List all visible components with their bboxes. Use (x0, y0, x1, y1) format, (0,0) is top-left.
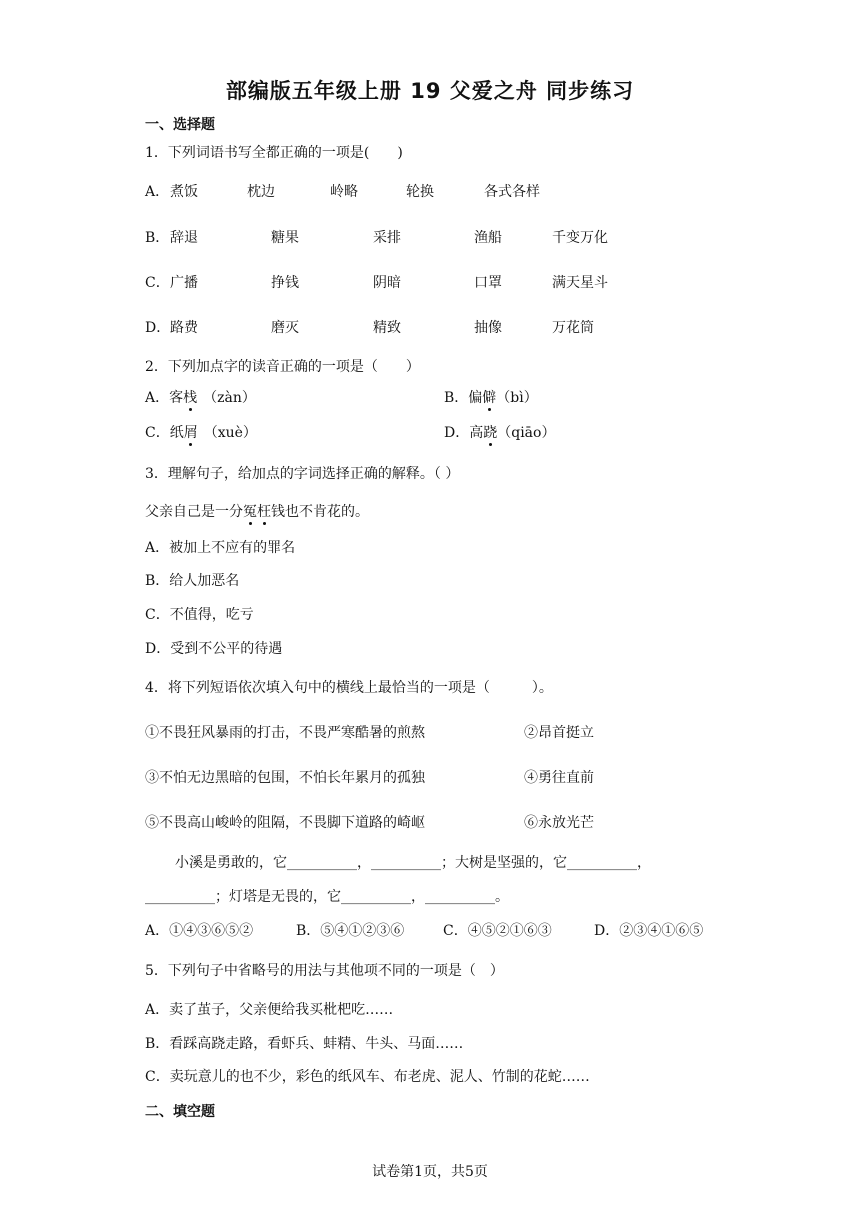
section-heading-choice: 一、选择题 (145, 117, 215, 133)
q1-option-b-word: 渔船 (474, 230, 502, 246)
q1-option-d-word: 抽像 (474, 320, 502, 336)
q1-option-b-word: 辞退 (170, 230, 198, 246)
q2-option-d (444, 422, 555, 442)
q4-phrase-2: ②昂首挺立 (524, 725, 594, 741)
question-3-stem: 3．理解句子，给加点的字词选择正确的解释。（ ） (145, 466, 460, 482)
q5-option-a: A．卖了茧子，父亲便给我买枇杷吃…… (145, 1002, 394, 1018)
q1-option-d-word: 路费 (170, 320, 198, 336)
q4-phrase-5: ⑤不畏高山峻岭的阻隔，不畏脚下道路的崎岖 (145, 815, 425, 831)
q1-option-c-word: 挣钱 (271, 275, 299, 291)
q2-option-a-char: 客 (169, 390, 184, 406)
q1-option-a-word: 各式各样 (484, 184, 540, 200)
q1-option-b-word: 千变万化 (552, 230, 608, 246)
page-footer: 试卷第1页，共5页 (372, 1164, 488, 1180)
q1-option-b-label: B． (145, 230, 170, 246)
q4-phrase-6: ⑥永放光芒 (524, 815, 594, 831)
question-5-stem: 5．下列句子中省略号的用法与其他项不同的一项是（ ） (145, 963, 504, 979)
q3-sentence-post: 钱也不肯花的。 (271, 504, 369, 520)
q4-option-c: C．④⑤②①⑥③ (443, 923, 552, 939)
q2-option-d-pinyin: （qiāo） (497, 425, 556, 441)
q2-option-c (145, 422, 257, 442)
q2-option-b-label: B． (444, 390, 469, 406)
q4-phrase-1: ①不畏狂风暴雨的打击，不畏严寒酷暑的煎熬 (145, 725, 425, 741)
q1-option-c-word: 满天星斗 (552, 275, 608, 291)
q1-option-b-word: 采排 (373, 230, 401, 246)
q4-option-a: A．①④③⑥⑤② (145, 923, 254, 939)
q1-option-c-label: C． (145, 275, 170, 291)
q1-option-d-word: 万花筒 (552, 320, 594, 336)
q1-option-d-label: D． (145, 320, 171, 336)
q1-option-c-word: 广播 (170, 275, 198, 291)
q3-option-d: D．受到不公平的待遇 (145, 641, 283, 657)
q2-option-a (145, 387, 256, 407)
q2-option-a-pinyin: （zàn） (203, 390, 256, 406)
q1-option-a-label: A． (145, 184, 170, 200)
q3-option-c: C．不值得，吃亏 (145, 607, 254, 623)
q2-option-c-dotted-char: 屑 (184, 422, 198, 442)
q2-option-b (444, 387, 538, 407)
q1-option-d-word: 磨灭 (271, 320, 299, 336)
q4-phrase-4: ④勇往直前 (524, 770, 594, 786)
q2-option-c-label: C． (145, 425, 170, 441)
section-heading-fill: 二、填空题 (145, 1104, 215, 1120)
q4-fill-sentence-line-1: 小溪是勇敢的，它__________，__________；大树是坚强的，它__________， (175, 855, 651, 871)
q1-option-a-word: 岭略 (330, 184, 358, 200)
q4-phrase-3: ③不怕无边黑暗的包围，不怕长年累月的孤独 (145, 770, 425, 786)
page-title: 部编版五年级上册 19 父爱之舟 同步练习 (225, 79, 635, 103)
q1-option-a-word: 枕边 (247, 184, 275, 200)
q3-sentence-pre: 父亲自己是一分 (145, 504, 243, 520)
q3-dotted-char-2: 枉 (257, 501, 271, 521)
question-1-stem: 1．下列词语书写全都正确的一项是( ) (145, 145, 403, 161)
q1-option-b-word: 糖果 (271, 230, 299, 246)
q2-option-b-pinyin: （bì） (496, 390, 538, 406)
question-2-stem: 2．下列加点字的读音正确的一项是（ ） (145, 359, 420, 375)
q2-option-d-label: D． (444, 425, 470, 441)
q2-option-b-dotted-char: 僻 (482, 387, 496, 407)
question-3-sentence (145, 501, 369, 521)
q4-fill-sentence-line-2: __________；灯塔是无畏的，它__________，__________。 (145, 889, 509, 905)
q2-option-c-pinyin: （xuè） (203, 425, 257, 441)
q3-option-b: B．给人加恶名 (145, 573, 240, 589)
q2-option-b-char: 偏 (468, 390, 483, 406)
q1-option-a-word: 轮换 (406, 184, 434, 200)
q2-option-a-label: A． (145, 390, 170, 406)
q2-option-d-char: 高 (469, 425, 484, 441)
q1-option-d-word: 精致 (373, 320, 401, 336)
q3-option-a: A．被加上不应有的罪名 (145, 540, 296, 556)
q1-option-a-word: 煮饭 (170, 184, 198, 200)
q2-option-d-dotted-char: 跷 (483, 422, 497, 442)
question-4-stem: 4．将下列短语依次填入句中的横线上最恰当的一项是（ ）。 (145, 680, 553, 696)
q5-option-c: C．卖玩意儿的也不少，彩色的纸风车、布老虎、泥人、竹制的花蛇…… (145, 1069, 590, 1085)
q4-option-d: D．②③④①⑥⑤ (594, 923, 704, 939)
q4-option-b: B．⑤④①②③⑥ (296, 923, 405, 939)
q2-option-a-dotted-char: 栈 (183, 387, 197, 407)
q2-option-c-char: 纸 (169, 425, 184, 441)
q1-option-c-word: 口罩 (474, 275, 502, 291)
q1-option-c-word: 阴暗 (373, 275, 401, 291)
q3-dotted-char-1: 冤 (243, 501, 257, 521)
q5-option-b: B．看踩高跷走路，看虾兵、蚌精、牛头、马面…… (145, 1036, 464, 1052)
